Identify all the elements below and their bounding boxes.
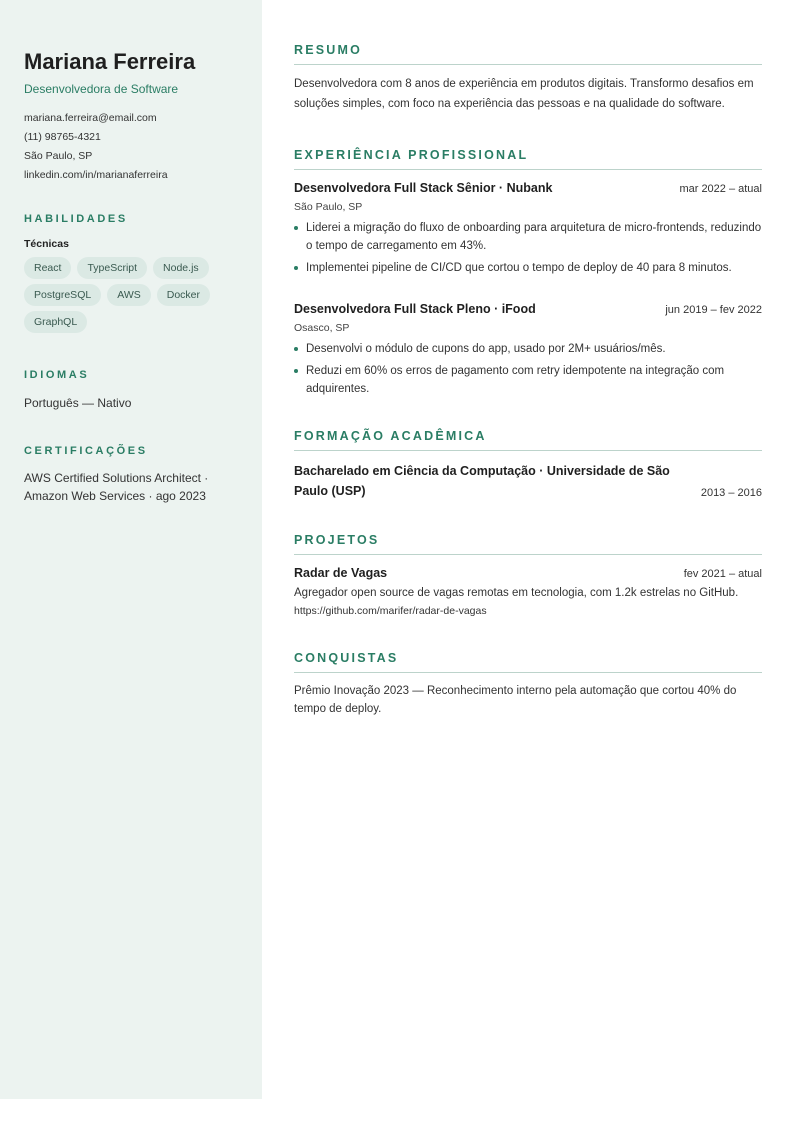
job-location: São Paulo, SP <box>294 201 363 213</box>
job-date: mar 2022 – atual <box>679 183 762 195</box>
job-bullet <box>294 340 762 358</box>
job-entry <box>294 301 762 398</box>
job-bullet-text: Reduzi em 60% os erros de pagamento com retry idempotente na integração com adquirentes. <box>306 365 725 395</box>
skill-chip: GraphQL <box>24 311 87 333</box>
education-title: Bacharelado em Ciência da Computação · Universidade de São Paulo (USP) <box>294 464 670 498</box>
skills-section <box>24 212 238 338</box>
phone-text: (11) 98765-4321 <box>24 131 101 143</box>
achievements-heading: CONQUISTAS <box>294 650 762 673</box>
experience-section <box>294 147 762 398</box>
languages-heading: IDIOMAS <box>24 369 90 381</box>
main-content <box>294 42 762 718</box>
project-link[interactable]: https://github.com/marifer/radar-de-vagas <box>294 605 487 617</box>
sidebar <box>0 0 262 1099</box>
skill-chip: Node.js <box>153 257 209 279</box>
job-bullet-text: Liderei a migração do fluxo de onboarding para arquitetura de micro-frontends, reduzindo o tempo de carregamento em 43%. <box>306 222 762 252</box>
certifications-heading: CERTIFICAÇÕES <box>24 445 148 457</box>
achievement-text: Prêmio Inovação 2023 — Reconhecimento interno pela automação que cortou 40% do tempo de deploy. <box>294 685 737 715</box>
bullet-dot-icon <box>294 226 298 230</box>
language-item: Português — Nativo <box>24 396 132 410</box>
project-date: fev 2021 – atual <box>683 568 762 580</box>
candidate-name: Mariana Ferreira <box>24 49 196 74</box>
project-title: Radar de Vagas <box>294 566 388 580</box>
education-heading: FORMAÇÃO ACADÊMICA <box>294 428 762 451</box>
job-title: Desenvolvedora Full Stack Sênior · Nubank <box>294 181 553 195</box>
skill-chip: Docker <box>157 284 210 306</box>
certification-item: AWS Certified Solutions Architect · Amazon Web Services · ago 2023 <box>24 471 209 503</box>
bullet-dot-icon <box>294 347 298 351</box>
job-bullets <box>294 340 762 398</box>
achievements-section <box>294 650 762 718</box>
bullet-dot-icon <box>294 369 298 373</box>
skill-chip-list <box>24 257 238 338</box>
job-bullet-text: Desenvolvi o módulo de cupons do app, usado por 2M+ usuários/mês. <box>306 343 666 355</box>
candidate-role: Desenvolvedora de Software <box>24 82 179 96</box>
job-location: Osasco, SP <box>294 322 350 334</box>
skills-subheading: Técnicas <box>24 238 69 250</box>
summary-section <box>294 42 762 114</box>
job-date: jun 2019 – fev 2022 <box>665 304 762 316</box>
education-section <box>294 428 762 501</box>
summary-heading: RESUMO <box>294 42 762 65</box>
job-bullet-text: Implementei pipeline de CI/CD que cortou o tempo de deploy de 40 para 8 minutos. <box>306 262 732 274</box>
languages-section <box>24 368 238 411</box>
bullet-dot-icon <box>294 266 298 270</box>
job-bullet <box>294 259 762 277</box>
skill-chip: TypeScript <box>77 257 147 279</box>
job-title: Desenvolvedora Full Stack Pleno · iFood <box>294 302 536 316</box>
project-description: Agregador open source de vagas remotas em tecnologia, com 1.2k estrelas no GitHub. <box>294 587 739 599</box>
skill-chip: AWS <box>107 284 151 306</box>
education-date: 2013 – 2016 <box>700 487 762 499</box>
summary-text: Desenvolvedora com 8 anos de experiência em produtos digitais. Transformo desafios em soluções simples, com foco na experiência das pessoas e na qualidade do software. <box>294 78 754 110</box>
job-bullet <box>294 362 762 398</box>
job-entry <box>294 180 762 277</box>
skill-chip: PostgreSQL <box>24 284 101 306</box>
job-bullets <box>294 219 762 277</box>
projects-section <box>294 532 762 619</box>
email-text: mariana.ferreira@email.com <box>24 112 157 124</box>
location-text: São Paulo, SP <box>24 150 93 162</box>
skills-heading: HABILIDADES <box>24 213 128 225</box>
project-entry <box>294 565 762 619</box>
education-entry <box>294 461 762 501</box>
linkedin-text: linkedin.com/in/marianaferreira <box>24 169 168 181</box>
projects-heading: PROJETOS <box>294 532 762 555</box>
certifications-section <box>24 444 238 505</box>
contact-info <box>24 109 238 185</box>
skill-chip: React <box>24 257 71 279</box>
experience-heading: EXPERIÊNCIA PROFISSIONAL <box>294 147 762 170</box>
job-bullet <box>294 219 762 255</box>
